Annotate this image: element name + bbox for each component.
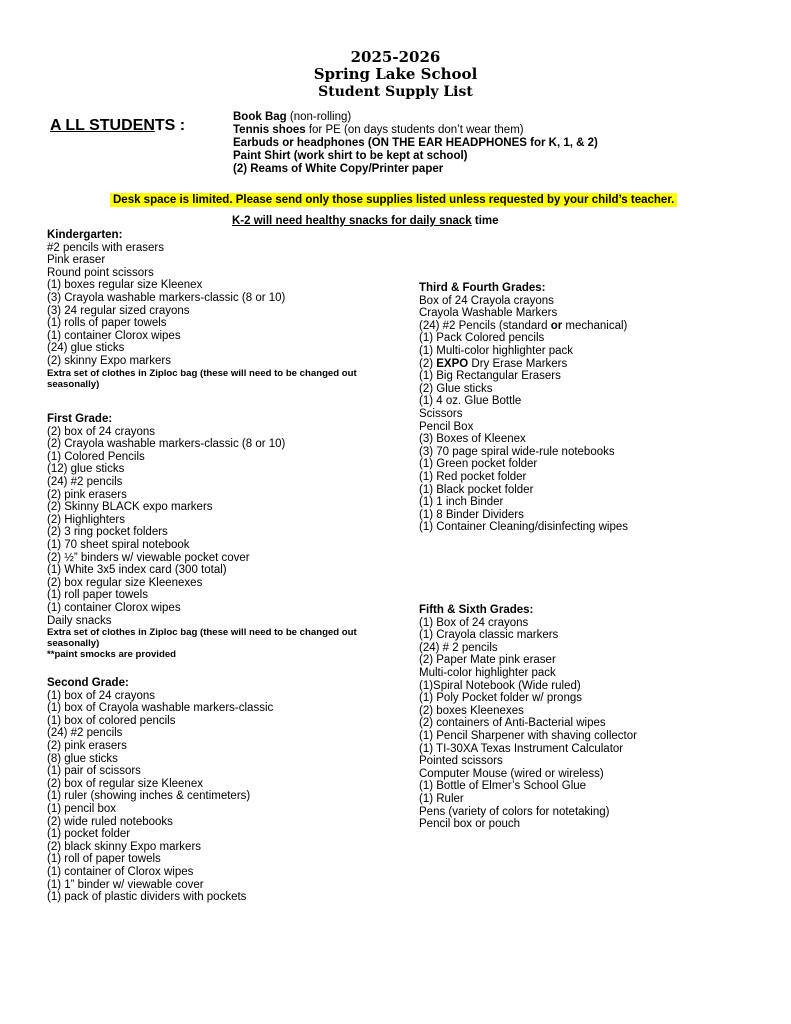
list-item: (1) 4 oz. Glue Bottle — [419, 395, 522, 408]
list-item: (1) container Clorox wipes — [47, 601, 181, 614]
list-item: Pencil Box — [419, 420, 474, 433]
school-year: 2025-2026 — [350, 48, 441, 66]
section-note: **paint smocks are provided — [47, 649, 177, 661]
list-item: (3) 70 page spiral wide-rule notebooks — [419, 445, 615, 458]
list-item: (12) glue sticks — [47, 463, 125, 476]
list-item: (1) Ruler — [419, 792, 464, 805]
list-item: (2) Glue sticks — [419, 382, 493, 395]
all-students-item: Book Bag (non-rolling) — [233, 111, 352, 123]
list-item: (1) box of Crayola washable markers-classic — [47, 702, 274, 715]
list-item: (2) EXPO Dry Erase Markers — [419, 357, 568, 370]
list-item: (1) Bottle of Elmer’s School Glue — [419, 780, 587, 793]
list-item: (2) containers of Anti-Bacterial wipes — [419, 717, 606, 730]
list-item: (1) pocket folder — [47, 828, 131, 841]
snack-note — [232, 215, 499, 227]
list-item: Pointed scissors — [419, 755, 503, 768]
section-note: Extra set of clothes in Ziploc bag (these will need to be changed out seasonally) — [47, 367, 357, 390]
list-item: (1) pencil box — [47, 802, 117, 815]
list-item: Scissors — [419, 407, 463, 420]
third-fourth-section — [419, 282, 628, 534]
list-item: (3) 24 regular sized crayons — [47, 304, 190, 317]
list-item: (1) 8 Binder Dividers — [419, 508, 524, 521]
section-heading: Third & Fourth Grades: — [419, 282, 546, 294]
list-item: Pens (variety of colors for notetaking) — [419, 805, 610, 818]
list-item: (2) Highlighters — [47, 513, 125, 526]
list-item: (1) Green pocket folder — [419, 458, 538, 471]
list-item: (2) Crayola washable markers-classic (8 or 10) — [47, 438, 286, 451]
desk-space-notice: Desk space is limited. Please send only those supplies listed unless requested by your child’s teacher. — [110, 193, 677, 207]
page-subtitle: Student Supply List — [318, 84, 473, 100]
list-item: (24) #2 pencils — [47, 727, 123, 740]
list-item: (2) pink erasers — [47, 488, 127, 501]
list-item: (1) container Clorox wipes — [47, 329, 181, 342]
first-grade-section — [47, 413, 392, 660]
kindergarten-section — [47, 229, 392, 390]
list-item: (1) Pencil Sharpener with shaving collector — [419, 729, 637, 742]
list-item: (1) TI-30XA Texas Instrument Calculator — [419, 742, 624, 755]
list-item: Pencil box or pouch — [419, 818, 521, 831]
list-item: (1) Container Cleaning/disinfecting wipes — [419, 521, 629, 534]
list-item: (24) #2 pencils — [47, 475, 123, 488]
list-item: (1) box of 24 crayons — [47, 689, 156, 702]
list-item: #2 pencils with erasers — [47, 241, 164, 254]
list-item: (1) boxes regular size Kleenex — [47, 279, 203, 292]
list-item: Round point scissors — [47, 266, 154, 279]
all-students-list — [233, 111, 598, 176]
list-item: (2) pink erasers — [47, 739, 127, 752]
list-item: (3) Boxes of Kleenex — [419, 433, 526, 446]
list-item: (3) Crayola washable markers-classic (8 or 10) — [47, 291, 286, 304]
list-item: (1) ruler (showing inches & centimeters) — [47, 790, 251, 803]
list-item: (1) Red pocket folder — [419, 470, 527, 483]
list-item: (1) Black pocket folder — [419, 483, 534, 496]
section-heading: Kindergarten: — [47, 229, 123, 241]
list-item: (2) black skinny Expo markers — [47, 840, 202, 853]
section-heading: Second Grade: — [47, 677, 129, 689]
list-item: Pink eraser — [47, 254, 106, 267]
list-item: (1) roll of paper towels — [47, 853, 161, 866]
list-item: (2) ½” binders w/ viewable pocket cover — [47, 551, 250, 564]
all-students-item: Earbuds or headphones (ON THE EAR HEADPHONES for K, 1, & 2) — [233, 137, 598, 149]
list-item: (2) 3 ring pocket folders — [47, 526, 168, 539]
list-item: Daily snacks — [47, 614, 112, 627]
list-item: (1)Spiral Notebook (Wide ruled) — [419, 679, 581, 692]
list-item: (1) 1” binder w/ viewable cover — [47, 878, 204, 891]
list-item: (2) Paper Mate pink eraser — [419, 654, 556, 667]
section-heading: First Grade: — [47, 413, 113, 425]
snack-note-underlined: K-2 will need healthy snacks for daily snack — [232, 215, 472, 227]
list-item: (2) skinny Expo markers — [47, 354, 171, 367]
list-item: (1) rolls of paper towels — [47, 317, 167, 330]
list-item: (1) Big Rectangular Erasers — [419, 370, 561, 383]
list-item: (1) White 3x5 index card (300 total) — [47, 564, 227, 577]
list-item: (1) container of Clorox wipes — [47, 865, 194, 878]
snack-note-tail: time — [471, 215, 499, 227]
list-item: (2) box of regular size Kleenex — [47, 777, 203, 790]
section-heading: Fifth & Sixth Grades: — [419, 604, 534, 616]
list-item: Crayola Washable Markers — [419, 307, 558, 320]
list-item: (1) Multi-color highlighter pack — [419, 344, 574, 357]
list-item: (1) box of colored pencils — [47, 714, 176, 727]
list-item: (2) box regular size Kleenexes — [47, 576, 203, 589]
list-item: (2) boxes Kleenexes — [419, 704, 524, 717]
school-name: Spring Lake School — [313, 65, 478, 83]
list-item: (1) pack of plastic dividers with pockets — [47, 891, 247, 904]
list-item: (8) glue sticks — [47, 752, 118, 765]
list-item: Box of 24 Crayola crayons — [419, 294, 554, 307]
all-students-item: (2) Reams of White Copy/Printer paper — [233, 163, 444, 175]
list-item: (1) Crayola classic markers — [419, 629, 559, 642]
list-item: (24) # 2 pencils — [419, 641, 498, 654]
list-item: (1) pair of scissors — [47, 765, 141, 778]
all-students-item: Tennis shoes for PE (on days students don’t wear them) — [233, 124, 524, 136]
all-students-label-underlined: A LL STUDEN — [50, 117, 155, 134]
list-item: Computer Mouse (wired or wireless) — [419, 767, 604, 780]
second-grade-section — [47, 677, 392, 904]
list-item: (1) Poly Pocket folder w/ prongs — [419, 692, 582, 705]
section-note: Extra set of clothes in Ziploc bag (these will need to be changed out seasonally) — [47, 627, 357, 650]
list-item: (1) Colored Pencils — [47, 450, 145, 463]
list-item: (1) roll paper towels — [47, 589, 148, 602]
list-item: (2) wide ruled notebooks — [47, 815, 173, 828]
list-item: (1) Pack Colored pencils — [419, 332, 545, 345]
list-item: (24) #2 Pencils (standard or mechanical) — [419, 319, 628, 332]
list-item: (1) 1 inch Binder — [419, 496, 504, 509]
all-students-label-tail: TS : — [154, 117, 186, 134]
list-item: (1) 70 sheet spiral notebook — [47, 538, 190, 551]
all-students-item: Paint Shirt (work shirt to be kept at school) — [233, 150, 468, 162]
list-item: (2) Skinny BLACK expo markers — [47, 501, 213, 514]
list-item: (2) box of 24 crayons — [47, 425, 156, 438]
fifth-sixth-section — [419, 604, 637, 831]
list-item: (1) Box of 24 crayons — [419, 616, 529, 629]
list-item: (24) glue sticks — [47, 342, 125, 355]
all-students-label — [50, 117, 185, 135]
list-item: Multi-color highlighter pack — [419, 666, 556, 679]
